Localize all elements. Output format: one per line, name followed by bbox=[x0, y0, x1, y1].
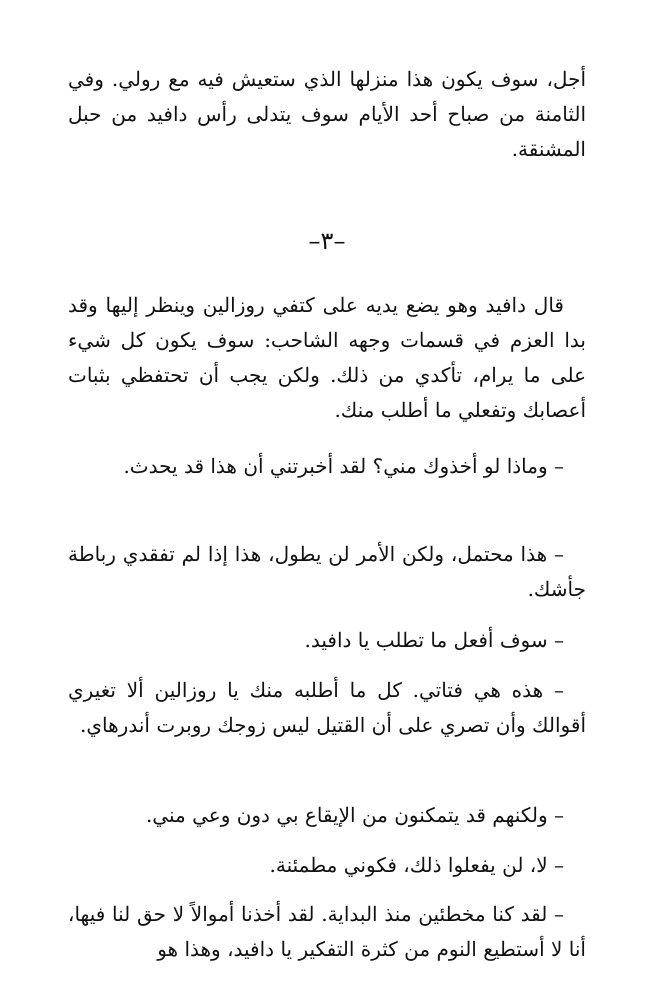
paragraph-5: – هذه هي فتاتي. كل ما أطلبه منك يا روزالين ألا تغيري أقوالك وأن تصري على أن القتيل ليس زوجك روبرت أندرهاي. bbox=[68, 678, 586, 737]
paragraph-3: – هذا محتمل، ولكن الأمر لن يطول، هذا إذا لم تفقدي رباطة جأشك. bbox=[68, 542, 586, 601]
paragraph-6: – ولكنهم قد يتمكنون من الإيقاع بي دون وعي مني. bbox=[145, 803, 564, 827]
paragraph-4: – سوف أفعل ما تطلب يا دافيد. bbox=[304, 628, 564, 652]
paragraph-1: قال دافيد وهو يضع يديه على كتفي روزالين وينظر إليها وقد بدا العزم في قسمات وجهه الشاحب: سوف يكون كل شيء على ما يرام، تأكدي من ذلك. ولكن يجب أن تحتفظي بثبات أعصابك وتفعلي ما أطلب منك. bbox=[68, 293, 586, 422]
paragraph-7: – لا، لن يفعلوا ذلك، فكوني مطمئنة. bbox=[269, 853, 564, 877]
chapter-marker: –٣– bbox=[308, 227, 346, 255]
paragraph-2: – وماذا لو أخذوك مني؟ لقد أخبرتني أن هذا قد يحدث. bbox=[123, 454, 564, 478]
paragraph-8: – لقد كنا مخطئين منذ البداية. لقد أخذنا أموالاً لا حق لنا فيها، أنا لا أستطيع النوم من كثرة التفكير يا دافيد، وهذا هو bbox=[68, 902, 586, 961]
paragraph-opening: أجل، سوف يكون هذا منزلها الذي ستعيش فيه مع رولي. وفي الثامنة من صباح أحد الأيام سوف يتدلى رأس دافيد من حبل المشنقة. bbox=[68, 67, 586, 161]
